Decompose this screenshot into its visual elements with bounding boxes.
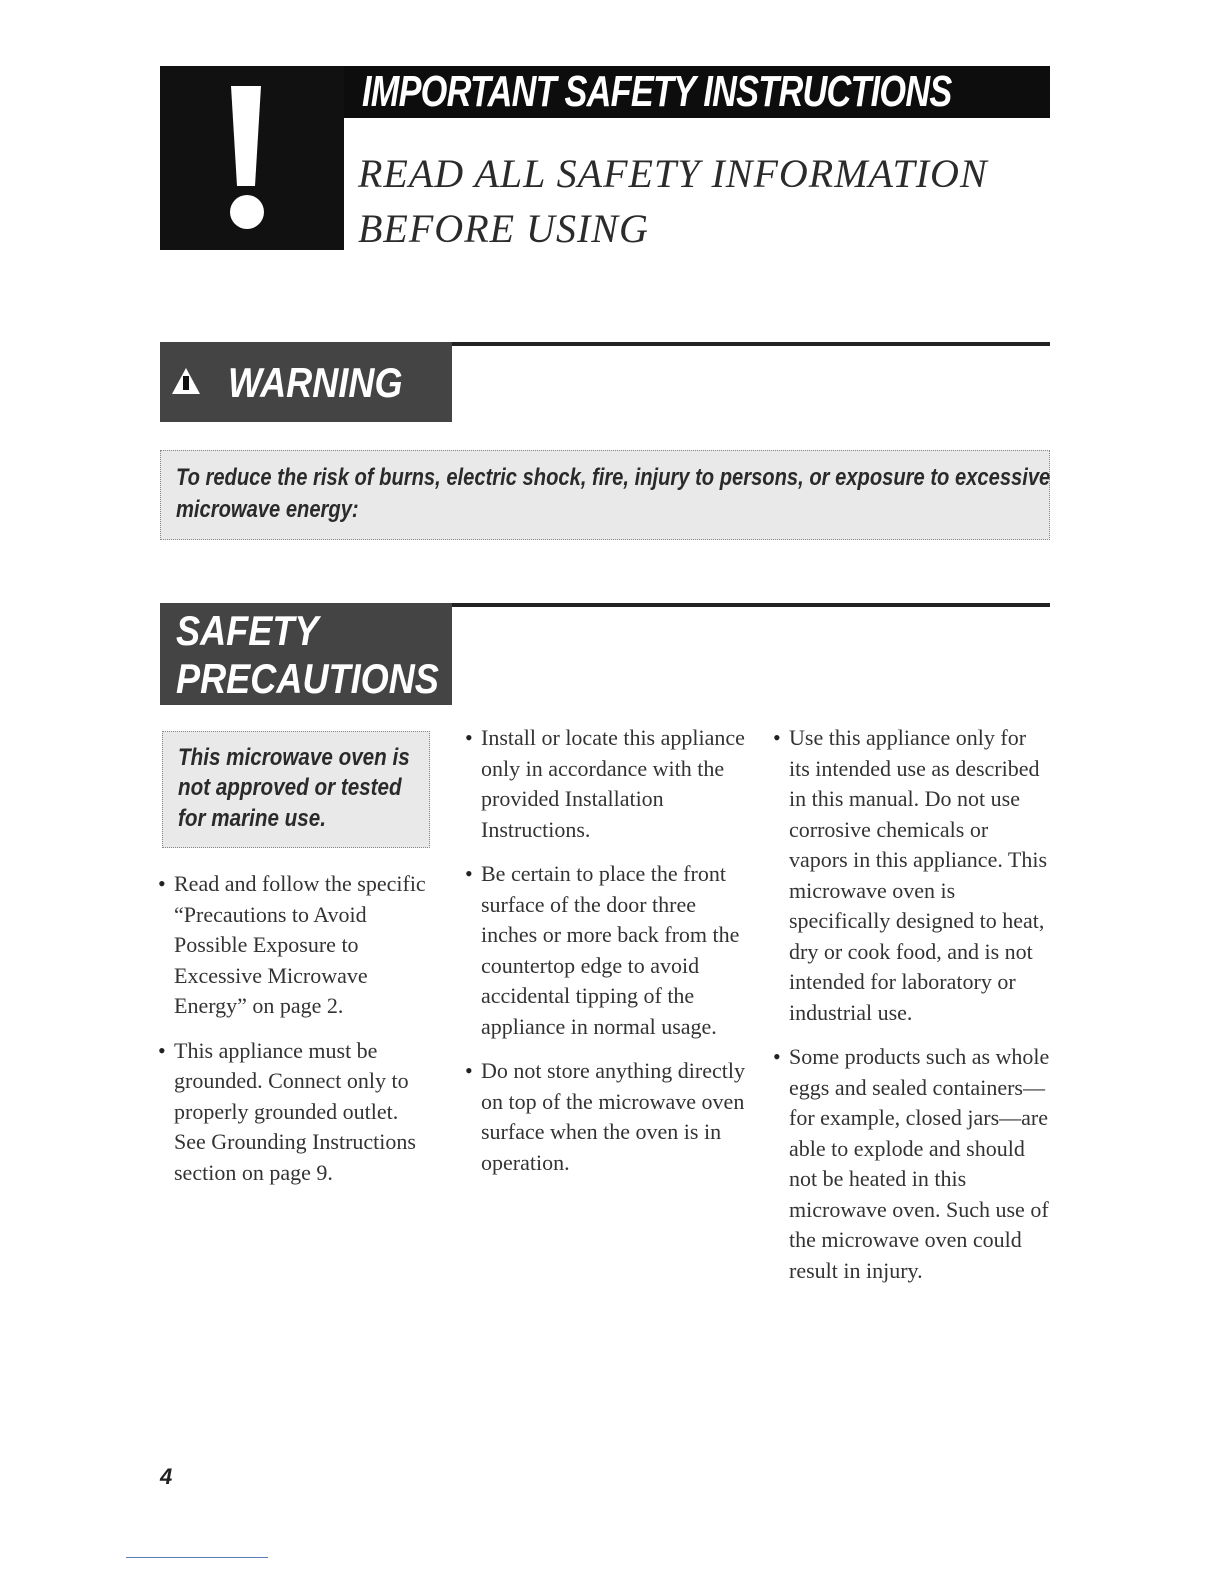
marine-note-line-3: for marine use. (178, 805, 326, 832)
bullet-item: • Use this appliance only for its intended use as described in this manual. Do not use corrosive chemicals or vapors in this appliance. This microwave oven is specifically designed to heat, dry or cook food, and is not intended for laboratory or industrial use. (775, 723, 1050, 1028)
marine-note-line-1: This microwave oven is (178, 744, 410, 771)
column-3 (775, 723, 1050, 1300)
footer-divider (126, 1557, 268, 1558)
safety-label-line-2: PRECAUTIONS (176, 655, 439, 702)
column-2 (467, 723, 752, 1192)
subtitle-line-2: BEFORE USING (358, 206, 649, 251)
bullet-item: • Install or locate this appliance only in accordance with the provided Installation Instructions. (467, 723, 752, 845)
column-1 (160, 869, 435, 1202)
bullet-item: • Read and follow the specific “Precautions to Avoid Possible Exposure to Excessive Microwave Energy” on page 2. (160, 869, 435, 1022)
page-number: 4 (160, 1464, 173, 1489)
marine-note-line-2: not approved or tested (178, 774, 402, 801)
warning-label: WARNING (228, 359, 403, 406)
page-title: IMPORTANT SAFETY INSTRUCTIONS (362, 67, 952, 116)
warning-mark-icon (183, 376, 189, 390)
warning-text-line-1: To reduce the risk of burns, electric shock, fire, injury to persons, or exposure to excessive (176, 464, 1051, 491)
bullet-item: • Some products such as whole eggs and sealed containers—for example, closed jars—are able to explode and should not be heated in this microwave oven. Such use of the microwave oven could result in injury. (775, 1042, 1050, 1286)
subtitle-line-1: READ ALL SAFETY INFORMATION (358, 151, 988, 196)
safety-label-line-1: SAFETY (176, 607, 319, 654)
bullet-item: • Be certain to place the front surface of the door three inches or more back from the countertop edge to avoid accidental tipping of the appliance in normal usage. (467, 859, 752, 1042)
bullet-item: • Do not store anything directly on top of the microwave oven surface when the oven is in operation. (467, 1056, 752, 1178)
bullet-item: • This appliance must be grounded. Connect only to properly grounded outlet. See Grounding Instructions section on page 9. (160, 1036, 435, 1189)
warning-text-line-2: microwave energy: (176, 496, 359, 523)
exclamation-dot-icon (230, 195, 264, 229)
